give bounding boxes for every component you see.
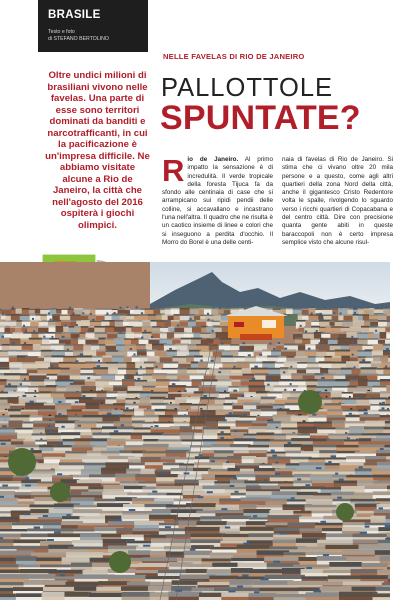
headline-line1: PALLOTTOLE [161,74,334,102]
author-credit-line1: Testo e foto [48,29,75,35]
intro-paragraph: Oltre undici milioni di brasiliani vivono nelle favelas. Una parte di esse sono territori dominati da banditi e narcotrafficanti, in cui la pacificazione è un'impresa difficile. Ne abbiamo visitate alcune a Rio de Janeiro, la città che nell'agosto del 2016 ospiterà i giochi olimpici. [45,70,150,231]
author-credit-line2: di STEFANO BERTOLINO [48,36,109,42]
headline-line2: SPUNTATE? [160,99,361,137]
favela-photo-image [0,262,390,600]
section-title: BRASILE [48,9,101,21]
lead-in: io de Janeiro. [187,156,239,163]
favela-photo [0,262,390,600]
body-column-1-text: Al primo impatto la sensazione è di incredulità. Il verde tropicale della foresta Tijuca fa da sfondo alle centinaia di case che si arrampicano sui ripidi pendii delle colline, si accavallano e incastrano l'una nell'altra. Il quadro che ne risulta è un caotico insieme di linee e colori che si inseguono a perdita d'occhio. Il Morro do Borel è una delle centi- [162,156,273,246]
drop-cap: R [162,156,185,188]
section-header [38,0,148,52]
body-column-1 [162,156,273,256]
favela-houses [0,306,390,600]
article-kicker: NELLE FAVELAS DI RIO DE JANEIRO [163,52,305,61]
author-credit [48,29,109,43]
body-column-2: naia di favelas di Rio de Janeiro. Si stima che ci vivano oltre 20 mila persone e a questo, come agli altri quartieri della zona Nord della città, anche il gigantesco Cristo Redentore volta le spalle, rivolgendo lo sguardo verso i ricchi quartieri di Copacabana e del centro città. Dire con precisione quanta gente abiti in queste baraccopoli non è certo impresa semplice visto che alcune risul- [282,156,393,246]
